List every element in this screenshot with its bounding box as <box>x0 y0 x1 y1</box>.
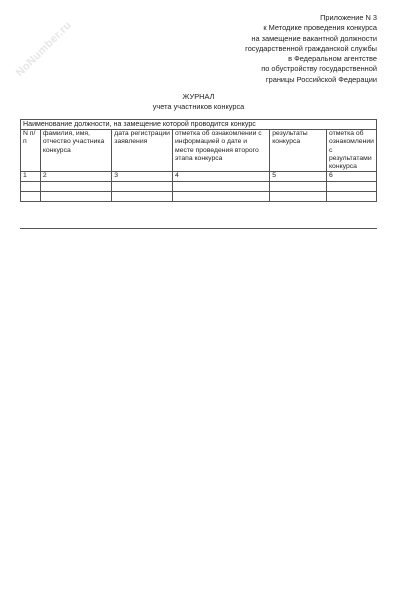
empty-cell <box>21 192 41 202</box>
header-cell-number: N п/п <box>21 130 41 172</box>
column-number: 6 <box>326 172 376 182</box>
empty-cell <box>21 182 41 192</box>
position-cell: Наименование должности, на замещение которой проводится конкурс <box>21 120 377 130</box>
document-subtitle: учета участников конкурса <box>152 102 245 111</box>
empty-cell <box>173 182 270 192</box>
column-number: 5 <box>270 172 327 182</box>
journal-table <box>20 119 377 202</box>
appendix-block <box>177 13 377 85</box>
bottom-rule <box>20 228 377 229</box>
empty-row <box>21 192 377 202</box>
position-row <box>21 120 377 130</box>
column-number: 2 <box>40 172 111 182</box>
empty-cell <box>270 182 327 192</box>
watermark: NoNumber.ru <box>13 19 74 80</box>
header-cell-date: дата регистрации заявления <box>112 130 173 172</box>
appendix-line: Приложение N 3 <box>320 13 377 22</box>
empty-cell <box>112 182 173 192</box>
appendix-line: на замещение вакантной должности <box>251 33 377 43</box>
empty-cell <box>326 182 376 192</box>
appendix-line: к Методике проведения конкурса <box>263 23 377 33</box>
column-number: 4 <box>173 172 270 182</box>
empty-cell <box>270 192 327 202</box>
column-number: 1 <box>21 172 41 182</box>
empty-cell <box>173 192 270 202</box>
header-cell-results: результаты конкурса <box>270 130 327 172</box>
appendix-line: государственной гражданской службы <box>245 43 377 53</box>
empty-row <box>21 182 377 192</box>
column-number: 3 <box>112 172 173 182</box>
document-title: ЖУРНАЛ <box>182 92 215 101</box>
header-cell-results-ack: отметка об ознакомлении с результатами конкурса <box>326 130 376 172</box>
empty-cell <box>326 192 376 202</box>
empty-cell <box>112 192 173 202</box>
header-row <box>21 130 377 172</box>
header-cell-second-stage: отметка об ознакомлении с информацией о дате и месте проведения второго этапа конкурса <box>173 130 270 172</box>
appendix-line: границы Российской Федерации <box>265 74 377 84</box>
empty-cell <box>40 182 111 192</box>
empty-cell <box>40 192 111 202</box>
appendix-line: в Федеральном агентстве <box>288 54 377 64</box>
document-title-block <box>20 92 377 112</box>
appendix-line: по обустройству государственной <box>261 64 377 74</box>
column-number-row <box>21 172 377 182</box>
header-cell-name: фамилия, имя, отчество участника конкурса <box>40 130 111 172</box>
